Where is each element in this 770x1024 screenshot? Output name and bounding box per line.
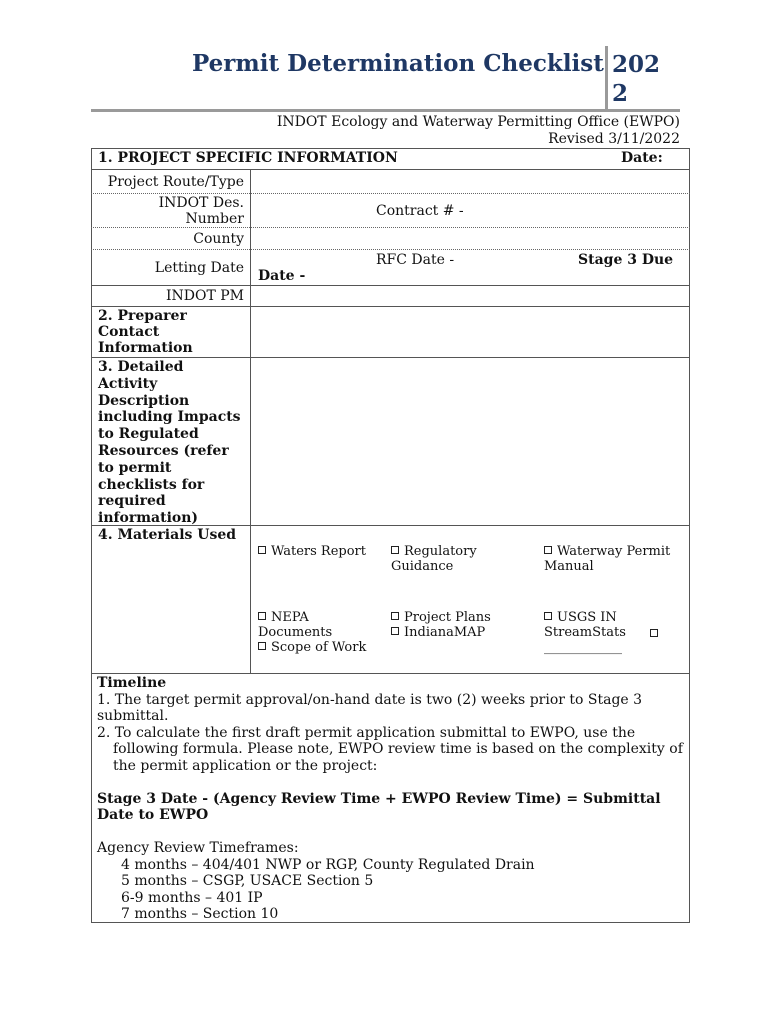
timeframe-item: 4 months – 404/401 NWP or RGP, County Regulated Drain xyxy=(121,856,535,873)
title-rule xyxy=(91,109,680,112)
timeline-item: following formula. Please note, EWPO review time is based on the complexity of xyxy=(113,741,683,757)
section3-line: including Impacts xyxy=(98,409,241,426)
option-label: Manual xyxy=(544,559,594,574)
document-title: Permit Determination Checklist xyxy=(192,50,604,77)
route-label: Project Route/Type xyxy=(107,174,244,190)
row-rule xyxy=(91,525,690,526)
checkbox[interactable] xyxy=(544,612,552,620)
contract-label: Contract # - xyxy=(376,203,464,219)
option-label: Guidance xyxy=(391,559,454,574)
row-rule xyxy=(91,673,690,674)
checkbox[interactable] xyxy=(544,546,552,554)
des-label-line1: INDOT Des. xyxy=(158,195,244,211)
waters-report-option[interactable] xyxy=(258,544,366,559)
option-label: Waterway Permit xyxy=(557,544,671,559)
des-number-field[interactable] xyxy=(252,194,688,226)
other-checkbox[interactable] xyxy=(650,629,658,637)
office-name: INDOT Ecology and Waterway Permitting Office (EWPO) xyxy=(276,114,680,130)
checkbox[interactable] xyxy=(391,546,399,554)
letting-label: Letting Date xyxy=(154,260,244,276)
nepa-option[interactable] xyxy=(258,610,366,655)
section3-line: 3. Detailed xyxy=(98,359,184,375)
county-label: County xyxy=(193,231,244,247)
section2-line: Contact xyxy=(98,324,160,340)
formula: Stage 3 Date - (Agency Review Time + EWPO Review Time) = Submittal xyxy=(97,790,661,807)
timeframe-item: 6-9 months – 401 IP xyxy=(121,889,263,906)
checkbox[interactable] xyxy=(391,627,399,635)
section3-4-col-divider xyxy=(250,357,251,673)
section2-heading xyxy=(98,308,193,356)
section3-line: checklists for xyxy=(98,476,205,493)
stage3-label-cont: Date - xyxy=(258,268,306,284)
option-label: NEPA xyxy=(271,610,309,625)
option-label: Waters Report xyxy=(271,544,366,559)
pm-field[interactable] xyxy=(252,286,688,305)
checkbox[interactable] xyxy=(258,612,266,620)
checkbox[interactable] xyxy=(258,642,266,650)
option-label: USGS IN xyxy=(557,610,617,625)
option-label: IndianaMAP xyxy=(404,625,486,640)
section3-line: required xyxy=(98,493,166,510)
pm-label: INDOT PM xyxy=(165,288,244,304)
document-year xyxy=(612,50,672,108)
timeline-item: 2. To calculate the first draft permit application submittal to EWPO, use the xyxy=(97,724,636,741)
option-label: Documents xyxy=(258,625,333,640)
section3-line: Activity xyxy=(98,375,158,392)
section4-heading: 4. Materials Used xyxy=(98,527,237,543)
activity-description-field[interactable] xyxy=(252,358,688,524)
date-label: Date: xyxy=(621,150,663,166)
usgs-option[interactable] xyxy=(544,610,669,655)
year-line-1: 202 xyxy=(612,51,661,78)
des-label-line2: Number xyxy=(185,211,244,227)
route-field[interactable] xyxy=(252,170,688,192)
timeline-item: submittal. xyxy=(97,708,169,724)
waterway-manual-option[interactable] xyxy=(544,544,670,574)
section2-line: Information xyxy=(98,340,193,356)
letting-date-field[interactable] xyxy=(252,250,688,284)
stage3-label: Stage 3 Due xyxy=(578,252,674,268)
regulatory-guidance-option[interactable] xyxy=(391,544,477,574)
timeframe-item: 5 months – CSGP, USACE Section 5 xyxy=(121,873,374,889)
section1-heading: 1. PROJECT SPECIFIC INFORMATION xyxy=(98,150,398,166)
section3-line: Description xyxy=(98,392,190,409)
formula: Date to EWPO xyxy=(97,807,209,823)
section3-line: to permit xyxy=(98,459,172,476)
timeline-item: the permit application or the project: xyxy=(113,757,378,774)
timeline-section xyxy=(97,675,687,923)
option-label: StreamStats xyxy=(544,625,626,640)
section3-line: Resources (refer xyxy=(98,442,229,459)
rfc-label: RFC Date - xyxy=(376,252,455,268)
preparer-contact-field[interactable] xyxy=(252,307,688,356)
option-label: Project Plans xyxy=(404,610,491,625)
section3-heading xyxy=(98,359,248,527)
timeline-item: 1. The target permit approval/on-hand date is two (2) weeks prior to Stage 3 xyxy=(97,691,643,708)
county-field[interactable] xyxy=(252,228,688,248)
option-label: Scope of Work xyxy=(271,640,367,655)
project-plans-option[interactable] xyxy=(391,610,491,640)
section2-col-divider xyxy=(250,306,251,357)
checkbox[interactable] xyxy=(391,612,399,620)
year-line-2: 2 xyxy=(612,80,629,107)
section3-line: information) xyxy=(98,510,199,527)
timeframe-item: 7 months – Section 10 xyxy=(121,906,279,922)
option-label: Regulatory xyxy=(404,544,477,559)
revised-date: Revised 3/11/2022 xyxy=(548,131,680,147)
section3-line: to Regulated xyxy=(98,426,199,443)
title-divider xyxy=(605,46,608,110)
checkbox[interactable] xyxy=(258,546,266,554)
agency-heading: Agency Review Timeframes: xyxy=(97,840,299,856)
timeline-heading: Timeline xyxy=(97,675,167,691)
other-blank-line[interactable]: ____________ xyxy=(544,640,622,655)
section2-line: 2. Preparer xyxy=(98,308,187,324)
